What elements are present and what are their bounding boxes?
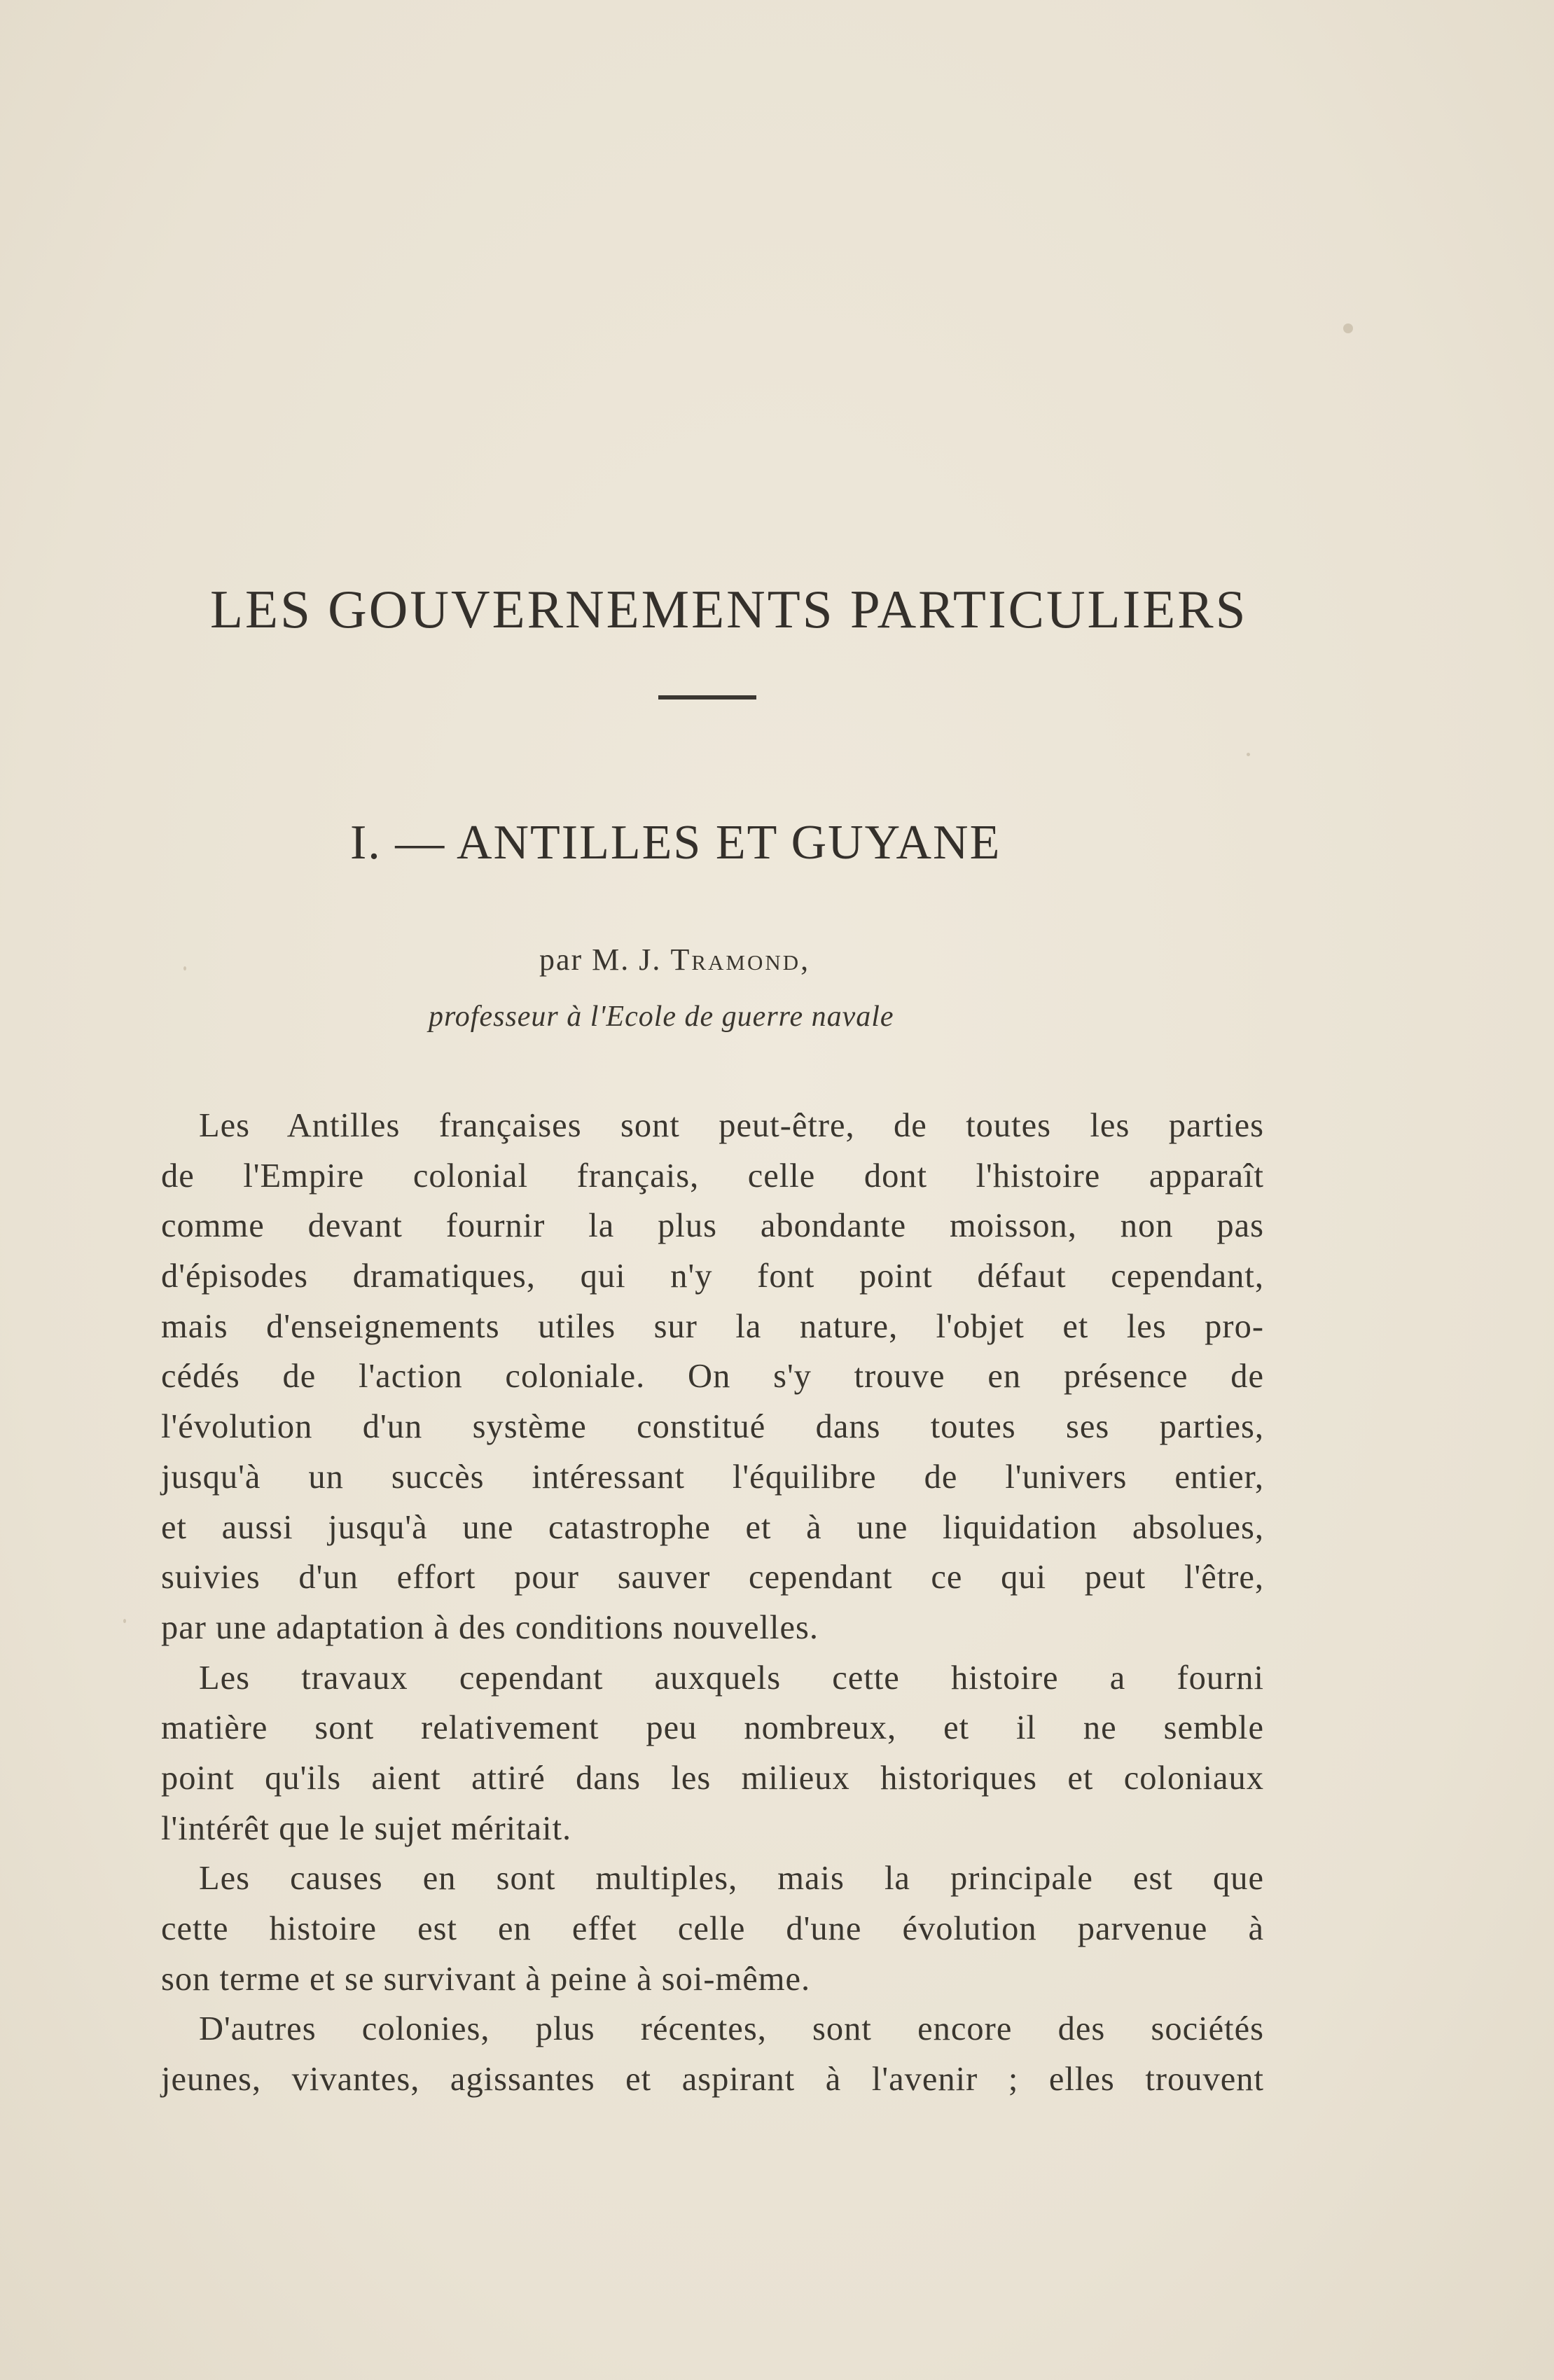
text-line: Les causes en sont multiples, mais la principale est que	[199, 1860, 1264, 1898]
text-line: son terme et se survivant à peine à soi-même.	[161, 1960, 811, 1998]
text-line: d'épisodes dramatiques, qui n'y font point défaut cependant,	[161, 1258, 1264, 1295]
text-line: et aussi jusqu'à une catastrophe et à une liquidation absolues,	[161, 1508, 1264, 1546]
paper-speck	[1343, 323, 1353, 333]
text-line: Les Antilles françaises sont peut-être, de toutes les parties	[199, 1107, 1264, 1144]
text-line: Les travaux cependant auxquels cette histoire a fourni	[199, 1659, 1264, 1697]
text-line: cédés de l'action coloniale. On s'y trouve en présence de	[161, 1358, 1264, 1396]
author-affiliation: professeur à l'Ecole de guerre navale	[429, 1001, 894, 1033]
paper-speck	[1247, 753, 1250, 756]
text-line: matière sont relativement peu nombreux, et il ne semble	[161, 1709, 1264, 1747]
text-line: l'évolution d'un système constitué dans toutes ses parties,	[161, 1408, 1264, 1446]
text-line: jusqu'à un succès intéressant l'équilibre de l'univers entier,	[161, 1458, 1264, 1496]
text-line: jeunes, vivantes, agissantes et aspirant à l'avenir ; elles trouvent	[161, 2061, 1264, 2099]
text-line: cette histoire est en effet celle d'une évolution parvenue à	[161, 1910, 1264, 1947]
title-divider	[658, 695, 756, 700]
paper-speck	[123, 1619, 126, 1623]
body-text	[161, 1101, 1264, 2105]
text-line: comme devant fournir la plus abondante moisson, non pas	[161, 1207, 1264, 1245]
byline-prefix: par M. J.	[539, 942, 662, 977]
text-line: point qu'ils aient attiré dans les milieux historiques et coloniaux	[161, 1759, 1264, 1797]
paper-speck	[183, 966, 186, 970]
text-line: suivies d'un effort pour sauver cependant ce qui peut l'être,	[161, 1559, 1264, 1596]
text-line: de l'Empire colonial français, celle dont l'histoire apparaît	[161, 1157, 1264, 1195]
text-line: par une adaptation à des conditions nouvelles.	[161, 1608, 819, 1646]
text-line: D'autres colonies, plus récentes, sont encore des sociétés	[199, 2010, 1264, 2048]
byline	[539, 942, 810, 977]
author-name: Tramond,	[670, 942, 811, 977]
text-line: l'intérêt que le sujet méritait.	[161, 1809, 572, 1847]
main-title: LES GOUVERNEMENTS PARTICULIERS	[210, 579, 1248, 639]
text-line: mais d'enseignements utiles sur la nature, l'objet et les pro-	[161, 1307, 1264, 1345]
section-title: I. — ANTILLES ET GUYANE	[350, 816, 1001, 870]
